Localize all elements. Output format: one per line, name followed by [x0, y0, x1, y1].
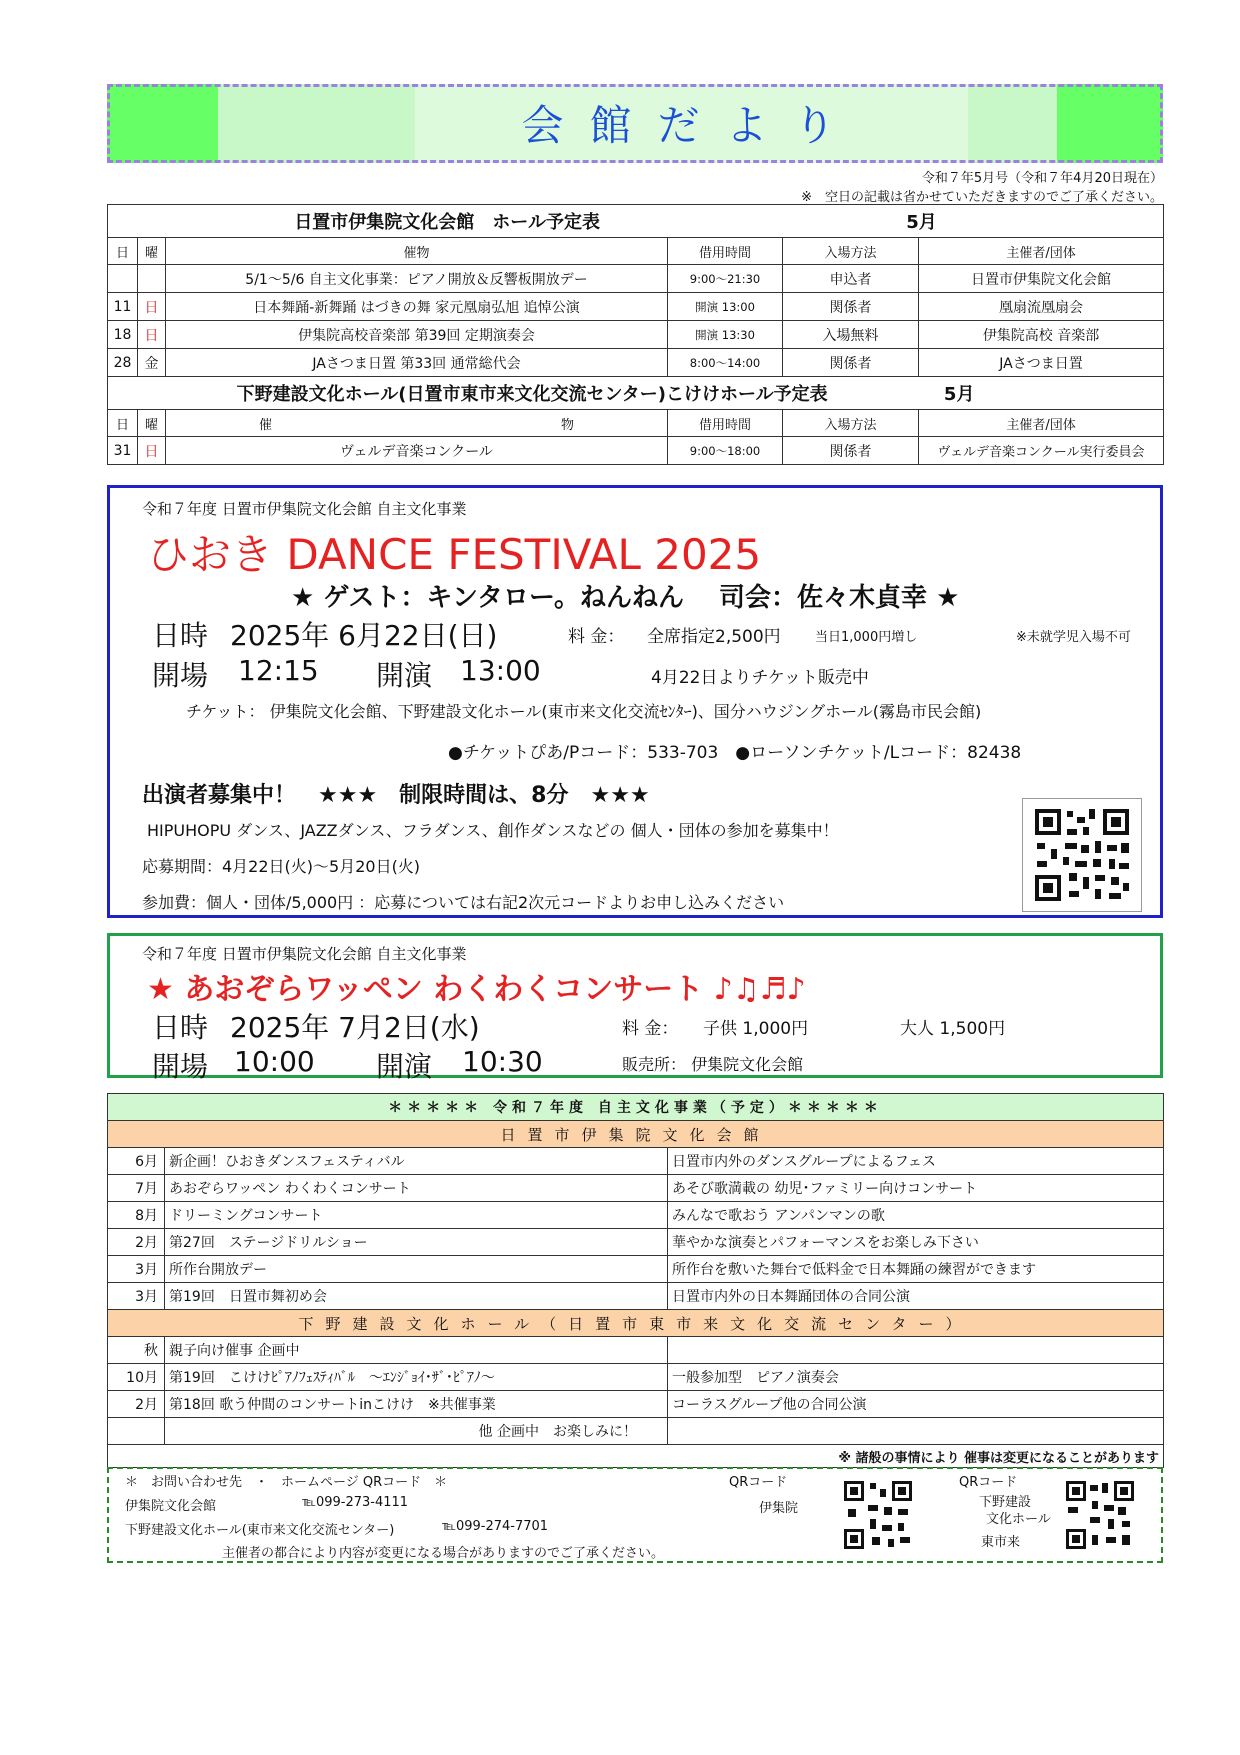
- kokeke-schedule-title: 下野建設文化ホール(日置市東市来文化交流センター)こけけホール予定表 5月: [108, 377, 1164, 410]
- qr1-label: QRコード: [729, 1475, 788, 1490]
- aozora-open-label: 開場: [152, 1050, 209, 1083]
- aozora-subtitle: 令和７年度 日置市伊集院文化会館 自主文化事業: [142, 945, 467, 963]
- dance-start-label: 開演: [376, 659, 433, 692]
- qr2-name-c: 東市来: [981, 1535, 1021, 1550]
- ijuin-schedule-title: 日置市伊集院文化会館 ホール予定表 5月: [108, 205, 1164, 238]
- table-row: 7月 あおぞらワッペン わくわくコンサート あそび歌満載の 幼児･ファミリー向けコンサート: [108, 1175, 1164, 1202]
- aozora-venue: 販売所： 伊集院文化会館: [622, 1055, 804, 1074]
- aozora-date: 2025年 7月2日(水): [230, 1011, 480, 1044]
- dance-date-label: 日時: [152, 619, 209, 652]
- table-row: 31 日 ヴェルデ音楽コンクール 9:00～18:00 関係者 ヴェルデ音楽コンクール実行委員会: [108, 437, 1164, 465]
- aozora-fee-child: 子供 1,000円: [703, 1019, 809, 1039]
- contact-ijuin-name: 伊集院文化会館: [125, 1499, 217, 1514]
- table-row: 11 日 日本舞踊-新舞踊 はづきの舞 家元凰扇弘旭 追悼公演 開演 13:00 関係者 凰扇流凰扇会: [108, 293, 1164, 321]
- annual-plan-table: [107, 1093, 1164, 1468]
- table-header: 日 曜 催物 借用時間 入場方法 主催者/団体: [108, 238, 1164, 265]
- dance-genres: HIPUHOPU ダンス、JAZZダンス、フラダンス、創作ダンスなどの 個人・団体の参加を募集中！: [147, 821, 839, 840]
- dance-fee-day: 当日1,000円増し: [815, 630, 918, 645]
- aozora-fee-adult: 大人 1,500円: [900, 1019, 1006, 1039]
- plan-note: ※ 諸般の事情により 催事は変更になることがあります: [108, 1445, 1164, 1468]
- ijuin-qr-code[interactable]: [842, 1479, 914, 1551]
- dance-start-time: 13:00: [460, 654, 541, 687]
- contact-heading: ＊ お問い合わせ先 ・ ホームページ QRコード ＊: [125, 1475, 448, 1490]
- dance-sale: 4月22日よりチケット販売中: [651, 668, 869, 688]
- aozora-concert-section: [107, 933, 1163, 1083]
- table-row: 10月 第19回 こけけﾋﾟｱﾉﾌｪｽﾃｨﾊﾞﾙ ～ｴﾝｼﾞｮｲ･ｻﾞ･ﾋﾟｱﾉ～ 一般参加型 ピアノ演奏会: [108, 1364, 1164, 1391]
- table-header: 日 曜 催 物 借用時間 入場方法 主催者/団体: [108, 410, 1164, 437]
- aozora-start-label: 開演: [376, 1050, 433, 1083]
- aozora-date-label: 日時: [152, 1011, 209, 1044]
- plan-title: ＊＊＊＊＊ 令和７年度 自主文化事業（予定）＊＊＊＊＊: [108, 1094, 1164, 1121]
- table-row: 18 日 伊集院高校音楽部 第39回 定期演奏会 開演 13:30 入場無料 伊集院高校 音楽部: [108, 321, 1164, 349]
- qr2-label: QRコード: [959, 1475, 1018, 1490]
- hall-schedule-table: [107, 204, 1164, 465]
- aozora-fee-label: 料 金：: [622, 1019, 679, 1039]
- aozora-title: ★ あおぞらワッペン わくわくコンサート ♪♫♬♪: [147, 972, 806, 1007]
- qr1-name: 伊集院: [759, 1501, 799, 1516]
- plan-kokeke-header: 下野建設文化ホール（日置市東市来文化交流センター）: [108, 1310, 1164, 1337]
- contact-kokeke-name: 下野建設文化ホール(東市来文化交流センター): [125, 1523, 395, 1538]
- table-row: 秋 親子向け催事 企画中: [108, 1337, 1164, 1364]
- dance-open-time: 12:15: [238, 654, 319, 687]
- dance-title: ひおき DANCE FESTIVAL 2025: [147, 530, 762, 579]
- contact-ijuin-tel: ℡099-273-4111: [302, 1495, 409, 1510]
- dance-ticket: チケット： 伊集院文化会館、下野建設文化ホール(東市来文化交流ｾﾝﾀｰ)、国分ハウジングホール(霧島市民会館): [186, 702, 982, 721]
- dance-date: 2025年 6月22日(日): [230, 619, 498, 652]
- contact-kokeke-tel: ℡099-274-7701: [442, 1519, 549, 1534]
- dance-ticket-codes: ●チケットぴあ/Pコード：533-703 ●ローソンチケット/Lコード：82438: [448, 743, 1022, 763]
- dance-guest: ★ ゲスト：キンタロー。ねんねん 司会：佐々木貞幸 ★: [291, 583, 960, 613]
- table-row: 他 企画中 お楽しみに！: [108, 1418, 1164, 1445]
- dance-qr-code[interactable]: [1022, 798, 1142, 912]
- issue-note: ※ 空日の記載は省かせていただきますのでご了承ください。: [801, 190, 1163, 205]
- issue-date: 令和７年5月号（令和７年4月20日現在）: [921, 171, 1163, 186]
- contact-notice: 主催者の都合により内容が変更になる場合がありますのでご了承ください。: [222, 1546, 665, 1561]
- aozora-open-time: 10:00: [234, 1045, 315, 1078]
- dance-festival-section: [107, 485, 1163, 918]
- dance-entry-fee: 参加費：個人・団体/5,000円 ：応募については右記2次元コードよりお申し込みください: [142, 893, 785, 912]
- qr2-name-a: 下野建設: [979, 1495, 1032, 1510]
- contact-section: [107, 1467, 1163, 1563]
- kokeke-qr-code[interactable]: [1064, 1479, 1136, 1551]
- dance-period: 応募期間：4月22日(火)～5月20日(火): [142, 857, 421, 876]
- dance-no-children: ※未就学児入場不可: [1016, 630, 1131, 645]
- table-row: 6月 新企画！ひおきダンスフェスティバル 日置市内外のダンスグループによるフェス: [108, 1148, 1164, 1175]
- page-title: 会館だより: [521, 101, 862, 150]
- qr2-name-b: 文化ホール: [986, 1512, 1051, 1527]
- table-row: 2月 第27回 ステージドリルショー 華やかな演奏とパフォーマンスをお楽しみ下さい: [108, 1229, 1164, 1256]
- table-row: 8月 ドリーミングコンサート みんなで歌おう アンパンマンの歌: [108, 1202, 1164, 1229]
- table-row: 3月 所作台開放デー 所作台を敷いた舞台で低料金で日本舞踊の練習ができます: [108, 1256, 1164, 1283]
- plan-ijuin-header: 日置市伊集院文化会館: [108, 1121, 1164, 1148]
- dance-recruit: 出演者募集中！ ★★★ 制限時間は、8分 ★★★: [142, 783, 650, 808]
- aozora-start-time: 10:30: [462, 1045, 543, 1078]
- dance-open-label: 開場: [152, 659, 209, 692]
- table-row: 5/1～5/6 自主文化事業：ピアノ開放＆反響板開放デー 9:00～21:30 申込者 日置市伊集院文化会館: [108, 265, 1164, 293]
- table-row: 2月 第18回 歌う仲間のコンサートinこけけ ※共催事業 コーラスグループ他の合同公演: [108, 1391, 1164, 1418]
- dance-subtitle: 令和７年度 日置市伊集院文化会館 自主文化事業: [142, 500, 467, 518]
- dance-fee-label: 料 金：: [568, 627, 625, 647]
- dance-fee: 全席指定2,500円: [647, 627, 781, 647]
- table-row: 3月 第19回 日置市舞初め会 日置市内外の日本舞踊団体の合同公演: [108, 1283, 1164, 1310]
- header-banner: [107, 84, 1163, 163]
- table-row: 28 金 JAさつま日置 第33回 通常総代会 8:00～14:00 関係者 JAさつま日置: [108, 349, 1164, 377]
